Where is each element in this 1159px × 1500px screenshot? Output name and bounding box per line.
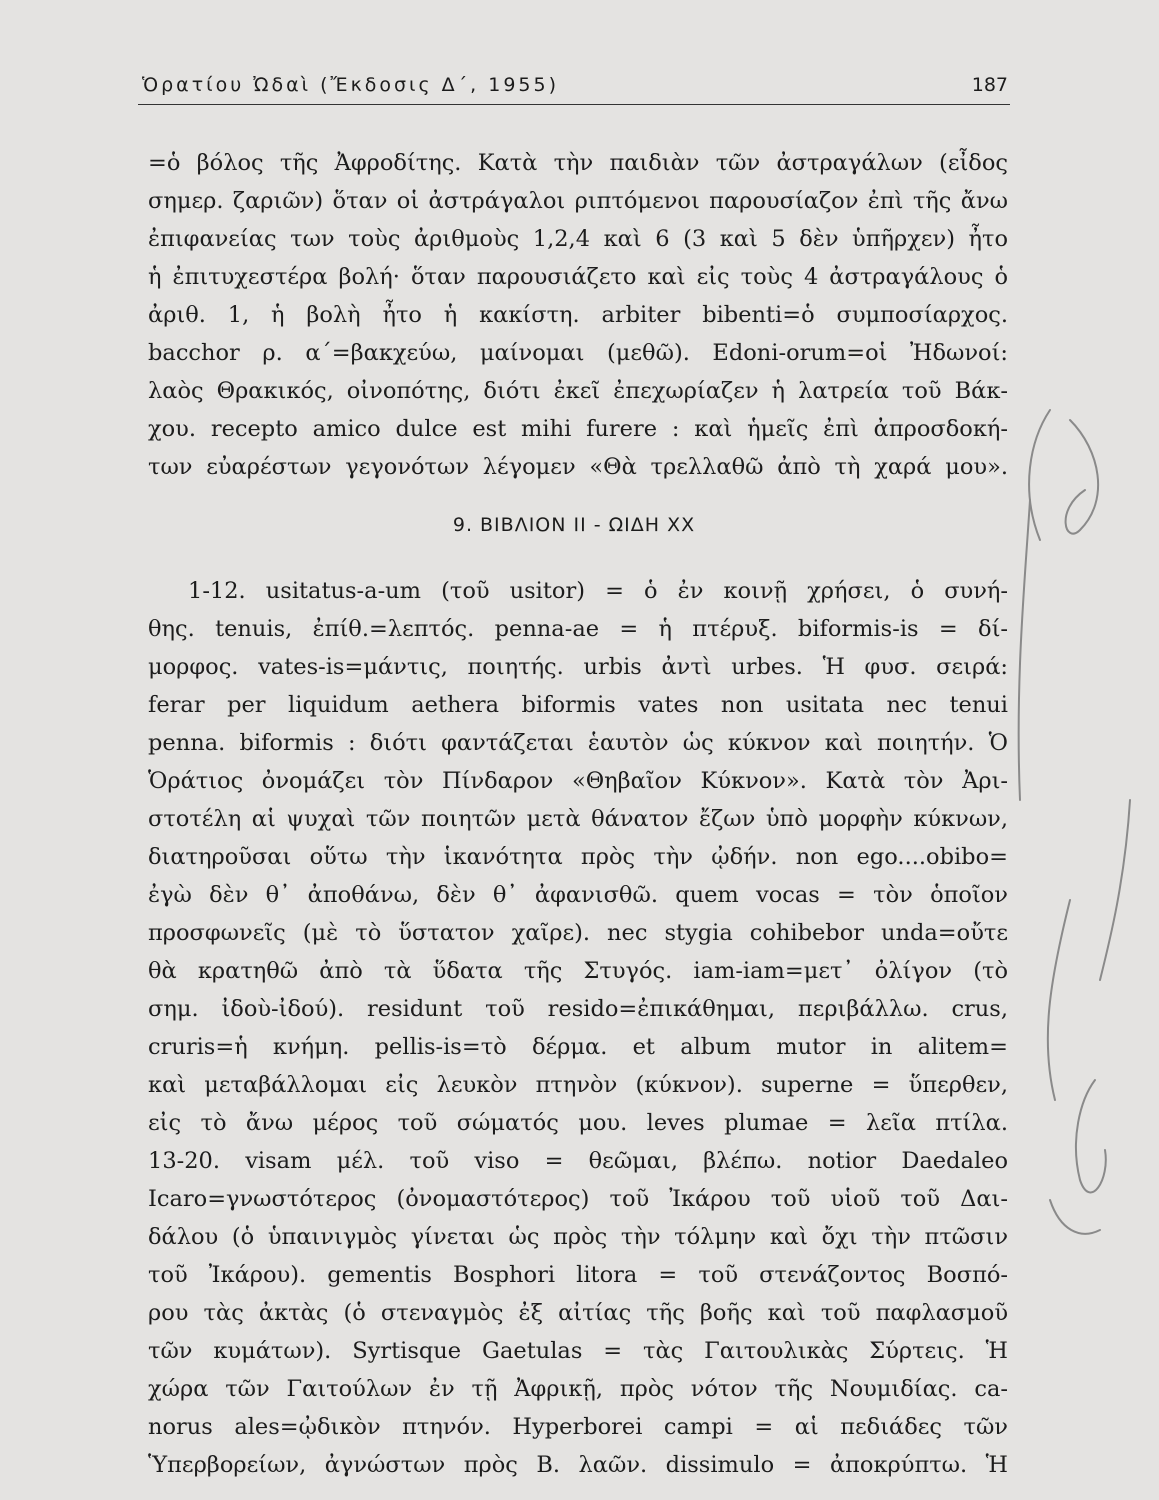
text-line: καὶ μεταβάλλομαι εἰς λευκὸν πτηνὸν (κύκνον). superne = ὕπερθεν, [148, 1072, 1008, 1098]
text-line: χου. recepto amico dulce est mihi furere : καὶ ἡμεῖς ἐπὶ ἀπροσδοκή- [148, 416, 1008, 442]
text-line: σημ. ἰδοὺ-ἰδού). residunt τοῦ resido=ἐπικάθημαι, περιβάλλω. crus, [148, 996, 1008, 1022]
text-line: σημερ. ζαριῶν) ὅταν οἱ ἀστράγαλοι ριπτόμενοι παρουσίαζον ἐπὶ τῆς ἄνω [148, 188, 1008, 214]
text-line: cruris=ἡ κνήμη. pellis-is=τὸ δέρμα. et album mutor in alitem= [148, 1034, 1008, 1060]
text-line: λαὸς Θρακικός, οἰνοπότης, διότι ἐκεῖ ἐπεχωρίαζεν ἡ λατρεία τοῦ Βάκ- [148, 378, 1008, 404]
running-head: Ὁρατίου Ὠδαὶ (Ἔκδοσις Δ΄, 1955) [142, 74, 560, 96]
text-line: δάλου (ὁ ὑπαινιγμὸς γίνεται ὡς πρὸς τὴν τόλμην καὶ ὄχι τὴν πτῶσιν [148, 1224, 1008, 1250]
text-line: ἀριθ. 1, ἡ βολὴ ἦτο ἡ κακίστη. arbiter bibenti=ὁ συμποσίαρχος. [148, 302, 1008, 328]
text-line: τῶν κυμάτων). Syrtisque Gaetulas = τὰς Γαιτουλικὰς Σύρτεις. Ἡ [148, 1338, 1008, 1364]
text-line: μορφος. vates-is=μάντις, ποιητής. urbis ἀντὶ urbes. Ἡ φυσ. σειρά: [148, 654, 1008, 680]
text-line: ἐγὼ δὲν θ᾿ ἀποθάνω, δὲν θ᾿ ἀφανισθῶ. quem vocas = τὸν ὁποῖον [148, 882, 1008, 908]
text-line: penna. biformis : διότι φαντάζεται ἑαυτὸν ὡς κύκνον καὶ ποιητήν. Ὁ [148, 730, 1008, 756]
page-number: 187 [971, 74, 1008, 96]
text-line: 1-12. usitatus-a-um (τοῦ usitor) = ὁ ἐν κοινῇ χρήσει, ὁ συνή- [188, 578, 1008, 604]
pencil-marginalia [1010, 380, 1150, 1280]
text-line: =ὁ βόλος τῆς Ἀφροδίτης. Κατὰ τὴν παιδιὰν τῶν ἀστραγάλων (εἶδος [148, 150, 1008, 176]
text-line: εἰς τὸ ἄνω μέρος τοῦ σώματός μου. leves plumae = λεῖα πτίλα. [148, 1110, 1008, 1136]
text-line: χώρα τῶν Γαιτούλων ἐν τῇ Ἀφρικῇ, πρὸς νότον τῆς Νουμιδίας. ca- [148, 1376, 1008, 1402]
text-line: προσφωνεῖς (μὲ τὸ ὕστατον χαῖρε). nec stygia cohibebor unda=οὔτε [148, 920, 1008, 946]
text-line: θὰ κρατηθῶ ἀπὸ τὰ ὕδατα τῆς Στυγός. iam-iam=μετ᾿ ὀλίγον (τὸ [148, 958, 1008, 984]
text-line: διατηροῦσαι οὕτω τὴν ἱκανότητα πρὸς τὴν ᾠδήν. non ego....obibo= [148, 844, 1008, 870]
text-line: Icaro=γνωστότερος (ὀνομαστότερος) τοῦ Ἰκάρου τοῦ υἱοῦ τοῦ Δαι- [148, 1186, 1008, 1212]
text-line: των εὐαρέστων γεγονότων λέγομεν «Θὰ τρελλαθῶ ἀπὸ τὴ χαρά μου». [148, 454, 1008, 480]
text-line: norus ales=ᾠδικὸν πτηνόν. Hyperborei campi = αἱ πεδιάδες τῶν [148, 1414, 1008, 1440]
text-line: 13-20. visam μέλ. τοῦ viso = θεῶμαι, βλέπω. notior Daedaleo [148, 1148, 1008, 1174]
text-line: bacchor ρ. α΄=βακχεύω, μαίνομαι (μεθῶ). Edoni-orum=οἱ Ἠδωνοί: [148, 340, 1008, 366]
page-header [138, 72, 1010, 105]
text-line: στοτέλη αἱ ψυχαὶ τῶν ποιητῶν μετὰ θάνατον ἔζων ὑπὸ μορφὴν κύκνων, [148, 806, 1008, 832]
text-line: Ὁράτιος ὀνομάζει τὸν Πίνδαρον «Θηβαῖον Κύκνον». Κατὰ τὸν Ἀρι- [148, 768, 1008, 794]
text-line: ἐπιφανείας των τοὺς ἀριθμοὺς 1,2,4 καὶ 6 (3 καὶ 5 δὲν ὑπῆρχεν) ἦτο [148, 226, 1008, 252]
text-line: ρου τὰς ἀκτὰς (ὁ στεναγμὸς ἐξ αἰτίας τῆς βοῆς καὶ τοῦ παφλασμοῦ [148, 1300, 1008, 1326]
text-line: Ὑπερβορείων, ἀγνώστων πρὸς Β. λαῶν. dissimulo = ἀποκρύπτω. Ἡ [148, 1452, 1008, 1478]
text-line: τοῦ Ἰκάρου). gementis Bosphori litora = τοῦ στενάζοντος Βοσπό- [148, 1262, 1008, 1288]
section-heading: 9. ΒΙΒΛΙΟΝ ΙΙ - ΩΙΔΗ ΧΧ [452, 514, 696, 536]
text-line: ἡ ἐπιτυχεστέρα βολή· ὅταν παρουσιάζετο καὶ εἰς τοὺς 4 ἀστραγάλους ὁ [148, 264, 1008, 290]
text-line: ferar per liquidum aethera biformis vates non usitata nec tenui [148, 692, 1008, 718]
text-line: θης. tenuis, ἐπίθ.=λεπτός. penna-ae = ἡ πτέρυξ. biformis-is = δί- [148, 616, 1008, 642]
